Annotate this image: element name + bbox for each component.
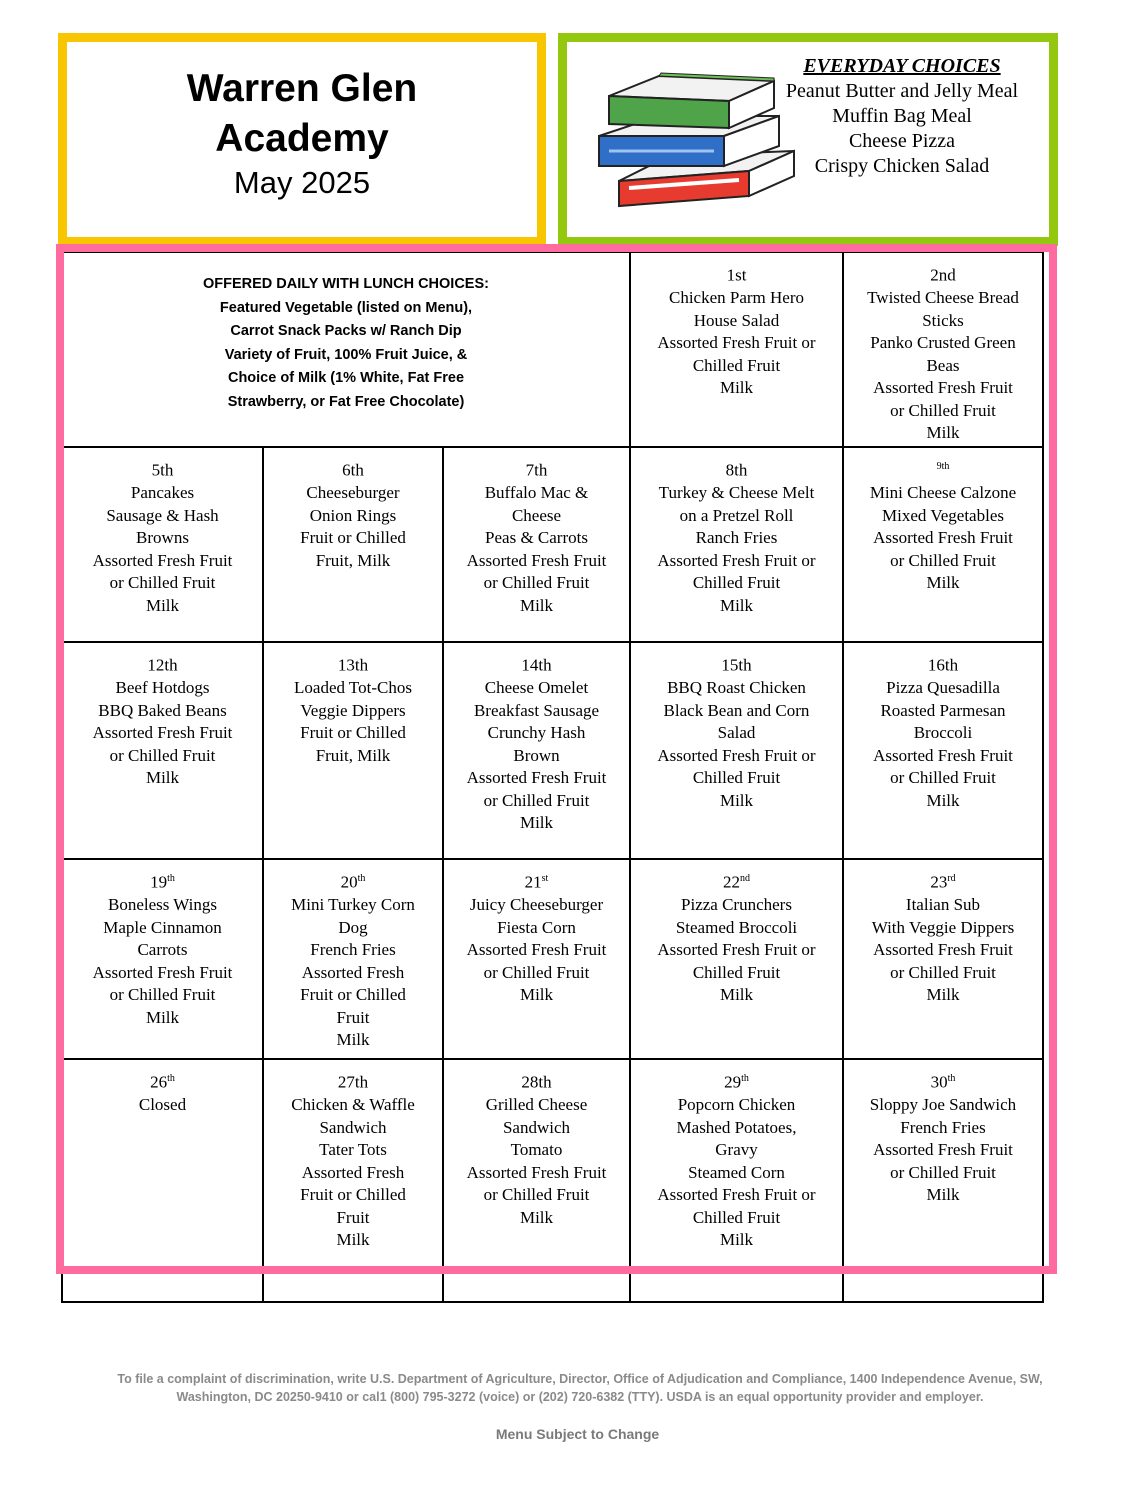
menu-item: Tater Tots xyxy=(319,1140,387,1160)
menu-item: Assorted Fresh Fruit xyxy=(873,940,1013,960)
menu-item: Milk xyxy=(719,595,754,615)
day-cell xyxy=(62,642,263,859)
menu-item: or Chilled Fruit xyxy=(483,1185,590,1205)
menu-item: Milk xyxy=(719,985,754,1005)
day-number xyxy=(846,651,1040,677)
menu-item: Assorted Fresh Fruit xyxy=(92,723,233,743)
day-number xyxy=(266,1068,440,1094)
day-number-text: 12th xyxy=(147,655,178,675)
menu-item: Assorted Fresh Fruit xyxy=(466,1162,607,1182)
day-number xyxy=(266,456,440,482)
day-cell xyxy=(630,252,843,447)
day-number-suffix: rd xyxy=(947,873,956,884)
menu-item: Chilled Fruit xyxy=(692,355,781,375)
day-number xyxy=(846,1068,1040,1094)
menu-item: Italian Sub xyxy=(905,895,981,915)
menu-item: Browns xyxy=(136,528,189,548)
menu-item: BBQ Baked Beans xyxy=(98,700,227,720)
menu-item: Milk xyxy=(145,595,180,615)
day-number-text: 13th xyxy=(337,655,369,675)
menu-item: Milk xyxy=(926,985,960,1005)
menu-item: or Chilled Fruit xyxy=(483,790,590,810)
day-number-text: 6th xyxy=(342,460,364,480)
menu-item: Assorted Fresh Fruit xyxy=(466,550,607,570)
menu-month: May 2025 xyxy=(233,165,371,200)
menu-item: Salad xyxy=(717,723,756,743)
usda-statement: To file a complaint of discrimination, write U.S. Department of Agriculture, Director, Office of Adjudication and Compliance, 1400 Independence Avenue, SW, Washington, DC 20250-9410 or cal1 (800) 795-3272 (voice) or (202) 720-6382 (TTY). USDA is an equal opportunity provider and employer. xyxy=(117,1372,1043,1404)
day-cell xyxy=(630,447,843,642)
menu-item: Pizza Crunchers xyxy=(681,895,792,915)
menu-item: or Chilled Fruit xyxy=(890,768,996,788)
menu-item: Sausage & Hash xyxy=(106,505,219,525)
menu-item: French Fries xyxy=(310,940,396,960)
day-number-text: 8th xyxy=(725,460,748,480)
menu-item: Roasted Parmesan xyxy=(880,700,1006,720)
menu-item: Milk xyxy=(926,1185,960,1205)
menu-item: Assorted Fresh Fruit xyxy=(873,378,1013,398)
day-number-text: 20 xyxy=(340,872,358,892)
menu-item: Milk xyxy=(336,1230,370,1250)
everyday-item: Muffin Bag Meal xyxy=(832,105,972,127)
day-cell xyxy=(843,1059,1043,1302)
day-cell xyxy=(443,447,630,642)
school-name-line1: Warren Glen xyxy=(186,67,418,110)
everyday-choices-box xyxy=(558,33,1058,246)
menu-item: Milk xyxy=(719,1230,754,1250)
menu-item: or Chilled Fruit xyxy=(109,985,216,1005)
menu-item: Assorted Fresh Fruit or xyxy=(657,940,816,960)
day-number-text: 28th xyxy=(521,1072,552,1092)
offered-daily-line: Variety of Fruit, 100% Fruit Juice, & xyxy=(224,346,468,363)
menu-item: Cheeseburger xyxy=(306,483,400,503)
menu-item: Peas & Carrots xyxy=(485,528,588,548)
menu-item: Milk xyxy=(336,1030,370,1050)
school-name xyxy=(67,64,537,164)
menu-item: Crunchy Hash xyxy=(487,723,586,743)
menu-item: Fruit xyxy=(336,1007,370,1027)
menu-item: Pancakes xyxy=(130,483,195,503)
day-number xyxy=(266,868,440,894)
menu-item: Panko Crusted Green xyxy=(870,333,1016,353)
day-cell xyxy=(630,642,843,859)
offered-daily-line: Choice of Milk (1% White, Fat Free xyxy=(227,370,465,386)
menu-item: or Chilled Fruit xyxy=(483,962,590,982)
menu-item: Mashed Potatoes, xyxy=(676,1117,797,1137)
day-number xyxy=(446,868,627,894)
menu-item: Cheese xyxy=(511,505,562,525)
menu-item: Turkey & Cheese Melt xyxy=(658,483,815,503)
menu-item: Chilled Fruit xyxy=(692,1207,781,1227)
menu-item: Chilled Fruit xyxy=(692,962,781,982)
menu-item: Ranch Fries xyxy=(695,528,778,548)
menu-item: Mini Cheese Calzone xyxy=(869,483,1017,503)
offered-daily-line: Strawberry, or Fat Free Chocolate) xyxy=(227,393,465,410)
menu-item: Milk xyxy=(719,378,754,398)
day-number xyxy=(633,651,840,677)
day-number xyxy=(65,1068,260,1094)
menu-item: Milk xyxy=(926,790,960,810)
day-cell xyxy=(263,859,443,1059)
menu-item: Beef Hotdogs xyxy=(115,678,210,698)
menu-item: Boneless Wings xyxy=(107,895,218,915)
day-number xyxy=(846,868,1040,894)
menu-item: Chilled Fruit xyxy=(692,768,781,788)
menu-item: Chicken Parm Hero xyxy=(668,288,805,308)
day-number-suffix: 9th xyxy=(936,461,950,472)
menu-item: Milk xyxy=(145,1007,180,1027)
week-row xyxy=(62,447,1043,642)
menu-item: French Fries xyxy=(900,1117,986,1137)
menu-item: Assorted Fresh xyxy=(301,962,405,982)
menu-item: Assorted Fresh Fruit or xyxy=(657,550,816,570)
offered-daily-line: Carrot Snack Packs w/ Ranch Dip xyxy=(230,323,462,339)
everyday-item: Cheese Pizza xyxy=(848,130,956,152)
menu-item: Milk xyxy=(719,790,754,810)
menu-item: Closed xyxy=(138,1095,187,1115)
menu-item: Steamed Broccoli xyxy=(675,917,798,937)
menu-item: Fruit or Chilled xyxy=(300,1185,406,1205)
day-cell xyxy=(62,447,263,642)
day-number-text: 29 xyxy=(724,1072,742,1092)
day-number-suffix: th xyxy=(167,873,175,884)
everyday-choices-list xyxy=(777,54,1027,179)
day-number xyxy=(633,261,840,287)
day-cell xyxy=(443,1059,630,1302)
menu-item: Fruit or Chilled xyxy=(300,528,406,548)
week-row xyxy=(62,1059,1043,1302)
menu-item: or Chilled Fruit xyxy=(483,573,590,593)
menu-item: Milk xyxy=(926,573,960,593)
menu-item: Milk xyxy=(926,423,960,443)
day-number-text: 19 xyxy=(150,872,168,892)
menu-item: or Chilled Fruit xyxy=(109,573,216,593)
menu-item: Sloppy Joe Sandwich xyxy=(869,1095,1017,1115)
school-name-line2: Academy xyxy=(215,117,389,160)
day-cell xyxy=(62,1059,263,1302)
week-row xyxy=(62,252,1043,447)
menu-item: Fruit, Milk xyxy=(315,550,391,570)
menu-item: Chilled Fruit xyxy=(692,573,781,593)
menu-item: Carrots xyxy=(137,940,188,960)
everyday-choices-heading: EVERYDAY CHOICES xyxy=(803,55,1001,77)
menu-item: Onion Rings xyxy=(309,505,397,525)
menu-item: Sandwich xyxy=(319,1117,387,1137)
menu-item: on a Pretzel Roll xyxy=(679,505,794,525)
menu-item: or Chilled Fruit xyxy=(890,400,996,420)
day-number xyxy=(65,456,260,482)
menu-item: House Salad xyxy=(693,310,780,330)
menu-item: Fiesta Corn xyxy=(497,917,576,937)
day-cell xyxy=(443,859,630,1059)
menu-subject-note: Menu Subject to Change xyxy=(495,1426,660,1442)
menu-item: Assorted Fresh Fruit xyxy=(466,768,607,788)
menu-item: Assorted Fresh Fruit or xyxy=(657,745,816,765)
day-number-text: 26 xyxy=(150,1072,168,1092)
day-number-text: 22 xyxy=(723,872,740,892)
menu-item: BBQ Roast Chicken xyxy=(667,678,806,698)
menu-item: Steamed Corn xyxy=(688,1162,785,1182)
menu-item: Maple Cinnamon xyxy=(103,917,222,937)
day-number-suffix: th xyxy=(947,1073,956,1084)
menu-item: Sandwich xyxy=(502,1117,571,1137)
day-cell xyxy=(630,859,843,1059)
day-number-text: 1st xyxy=(726,265,747,285)
menu-item: or Chilled Fruit xyxy=(890,1162,996,1182)
menu-calendar xyxy=(61,251,1044,1303)
menu-item: Loaded Tot-Chos xyxy=(294,678,412,698)
menu-item: Black Bean and Corn xyxy=(663,700,810,720)
offered-daily-heading: OFFERED DAILY WITH LUNCH CHOICES: xyxy=(203,276,489,292)
menu-item: Popcorn Chicken xyxy=(677,1095,796,1115)
menu-item: Assorted Fresh Fruit xyxy=(466,940,607,960)
day-number xyxy=(446,651,627,677)
menu-item: Fruit, Milk xyxy=(315,745,391,765)
day-number xyxy=(633,456,840,482)
day-number xyxy=(446,456,627,482)
menu-item: Pizza Quesadilla xyxy=(886,678,1000,698)
day-number xyxy=(633,868,840,894)
day-number xyxy=(266,651,440,677)
day-number-suffix: nd xyxy=(740,873,750,884)
menu-item: Assorted Fresh Fruit xyxy=(873,1140,1013,1160)
menu-item: Dog xyxy=(338,917,368,937)
menu-item: With Veggie Dippers xyxy=(871,917,1015,937)
menu-item: Milk xyxy=(519,595,554,615)
menu-item: Sticks xyxy=(922,310,964,330)
day-number-text: 5th xyxy=(151,460,174,480)
menu-item: Milk xyxy=(145,768,180,788)
day-cell xyxy=(843,642,1043,859)
menu-item: Assorted Fresh Fruit xyxy=(873,528,1013,548)
menu-item: Assorted Fresh Fruit or xyxy=(657,1185,816,1205)
menu-item: Juicy Cheeseburger xyxy=(469,895,604,915)
day-number-suffix: st xyxy=(541,873,549,884)
week-row xyxy=(62,859,1043,1059)
day-number-suffix: th xyxy=(167,1073,175,1084)
day-cell xyxy=(443,642,630,859)
menu-item: Assorted Fresh Fruit xyxy=(873,745,1013,765)
menu-item: Breakfast Sausage xyxy=(473,700,600,720)
menu-item: Milk xyxy=(519,985,554,1005)
everyday-item: Peanut Butter and Jelly Meal xyxy=(785,80,1019,102)
week-row xyxy=(62,642,1043,859)
day-cell xyxy=(263,642,443,859)
day-number-text: 2nd xyxy=(930,265,956,285)
day-cell xyxy=(62,859,263,1059)
menu-item: Veggie Dippers xyxy=(300,700,406,720)
menu-item: or Chilled Fruit xyxy=(109,745,216,765)
day-cell xyxy=(843,447,1043,642)
menu-item: or Chilled Fruit xyxy=(890,962,996,982)
menu-item: Cheese Omelet xyxy=(484,678,589,698)
day-number xyxy=(65,868,260,894)
day-number-suffix: th xyxy=(357,873,366,884)
everyday-item: Crispy Chicken Salad xyxy=(814,155,990,177)
day-number xyxy=(846,456,1040,482)
menu-item: Fruit or Chilled xyxy=(300,723,406,743)
day-number xyxy=(633,1068,840,1094)
day-cell xyxy=(263,447,443,642)
menu-item: Assorted Fresh xyxy=(301,1162,405,1182)
title-box xyxy=(58,33,546,246)
menu-item: Assorted Fresh Fruit xyxy=(92,550,233,570)
offered-daily-cell xyxy=(62,252,630,447)
menu-item: Gravy xyxy=(715,1140,758,1160)
day-number-text: 30 xyxy=(930,1072,948,1092)
menu-item: Mixed Vegetables xyxy=(882,505,1004,525)
menu-item: Grilled Cheese xyxy=(485,1095,588,1115)
menu-item: Brown xyxy=(513,745,560,765)
day-number xyxy=(846,261,1040,287)
menu-item: Assorted Fresh Fruit or xyxy=(657,333,816,353)
day-number-text: 27th xyxy=(337,1072,369,1092)
menu-item: Fruit or Chilled xyxy=(300,985,406,1005)
day-number-text: 7th xyxy=(525,460,548,480)
day-number-text: 15th xyxy=(721,655,752,675)
menu-item: Broccoli xyxy=(913,723,973,743)
day-cell xyxy=(630,1059,843,1302)
day-number-text: 14th xyxy=(521,655,552,675)
menu-item: Fruit xyxy=(336,1207,370,1227)
menu-item: Milk xyxy=(519,1207,554,1227)
menu-item: Twisted Cheese Bread xyxy=(867,288,1019,308)
offered-daily-line: Featured Vegetable (listed on Menu), xyxy=(219,299,473,316)
day-cell xyxy=(843,859,1043,1059)
menu-item: Mini Turkey Corn xyxy=(291,895,415,915)
day-number-text: 21 xyxy=(524,872,542,892)
day-cell xyxy=(843,252,1043,447)
menu-item: or Chilled Fruit xyxy=(890,550,996,570)
day-number xyxy=(65,651,260,677)
menu-item: Milk xyxy=(519,813,554,833)
menu-item: Assorted Fresh Fruit xyxy=(92,962,233,982)
menu-item: Tomato xyxy=(510,1140,563,1160)
day-number-text: 16th xyxy=(927,655,959,675)
menu-item: Buffalo Mac & xyxy=(484,483,589,503)
day-cell xyxy=(263,1059,443,1302)
day-number-suffix: th xyxy=(741,1073,749,1084)
day-number-text: 23 xyxy=(930,872,948,892)
menu-item: Beas xyxy=(926,355,960,375)
menu-item: Chicken & Waffle xyxy=(291,1095,415,1115)
day-number xyxy=(446,1068,627,1094)
